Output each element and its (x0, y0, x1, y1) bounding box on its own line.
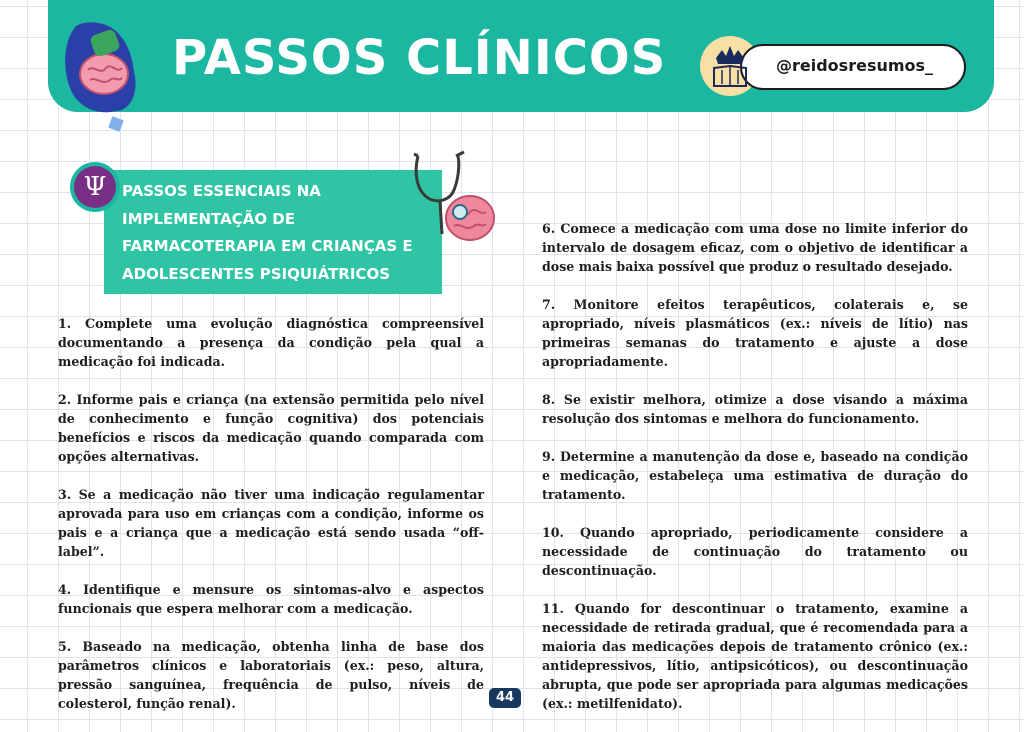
step-item: 5. Baseado na medicação, obtenha linha de base dos parâmetros clínicos e laboratoriais (ex.: peso, altura, pressão sanguínea, frequência de pulso, níveis de colesterol, função renal). (58, 639, 484, 711)
steps-right-column (542, 219, 968, 732)
step-item: 1. Complete uma evolução diagnóstica compreensível documentando a presença da condição pela qual a medicação foi indicada. (58, 316, 484, 369)
step-item: 9. Determine a manutenção da dose e, baseado na condição e medicação, estabeleça uma estimativa de duração do tratamento. (542, 449, 968, 502)
crown-icon (700, 36, 760, 96)
step-item: 2. Informe pais e criança (na extensão permitida pelo nível de conhecimento e função cognitiva) dos potenciais benefícios e riscos da medicação quando comparada com opções alternativas. (58, 392, 484, 464)
step-item: 3. Se a medicação não tiver uma indicação regulamentar aprovada para uso em crianças com a condição, informe os pais e a criança que a medicação está sendo usada “off-label”. (58, 487, 484, 559)
page-number: 44 (489, 688, 521, 708)
stethoscope-brain-icon (412, 150, 500, 250)
section-title: PASSOS ESSENCIAIS NA IMPLEMENTAÇÃO DE FARMACOTERAPIA EM CRIANÇAS E ADOLESCENTES PSIQUIÁTRICOS (122, 182, 413, 283)
step-item: 6. Comece a medicação com uma dose no limite inferior do intervalo de dosagem eficaz, com o objetivo de identificar a dose mais baixa possível que produz o resultado desejado. (542, 221, 968, 274)
step-item: 8. Se existir melhora, otimize a dose visando a máxima resolução dos sintomas e melhora do funcionamento. (542, 392, 968, 426)
step-item: 4. Identifique e mensure os sintomas-alvo e aspectos funcionais que espera melhorar com a medicação. (58, 582, 484, 616)
psi-icon: Ψ (74, 166, 116, 208)
step-item: 7. Monitore efeitos terapêuticos, colaterais e, se apropriado, níveis plasmáticos (ex.: níveis de lítio) nas primeiras semanas do tratamento e ajuste a dose apropriadamente. (542, 297, 968, 369)
brain-head-icon (62, 18, 142, 136)
step-item: 11. Quando for descontinuar o tratamento, examine a necessidade de retirada gradual, que é recomendada para a maioria das medicações depois de tratamento crônico (ex.: antidepressivos, lítio, antipsicóticos), ou descontinuação abrupta, que pode ser apropriada para algumas medicações (ex.: metilfenidato). (542, 601, 968, 711)
steps-left-column (58, 314, 484, 732)
social-handle: @reidosresumos_ (776, 56, 934, 75)
page-title: PASSOS CLÍNICOS (172, 30, 667, 86)
step-item: 10. Quando apropriado, periodicamente considere a necessidade de continuação do tratamento ou descontinuação. (542, 525, 968, 578)
